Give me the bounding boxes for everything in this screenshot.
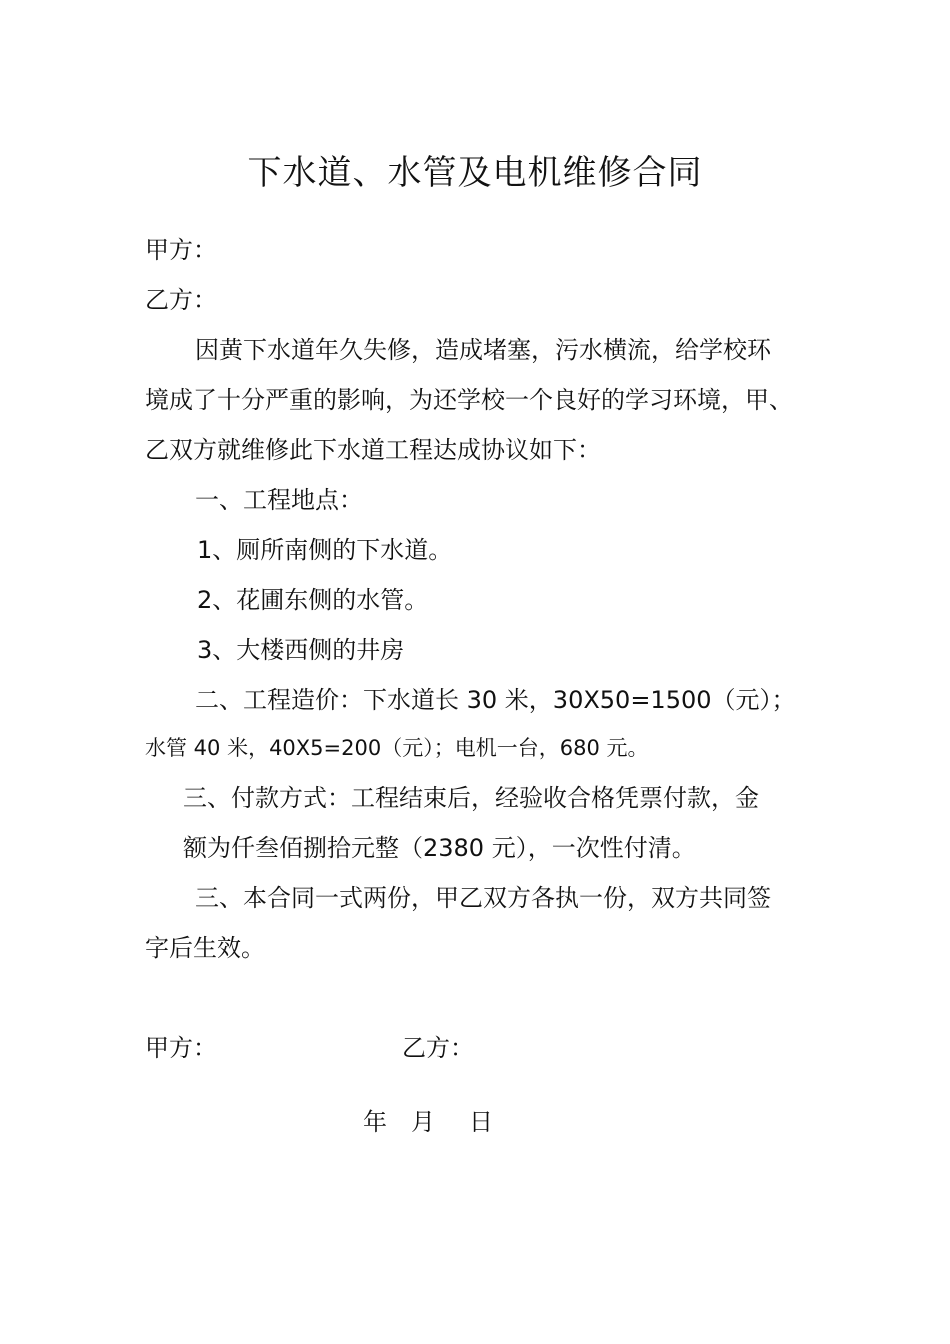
- section1-item-1: 1、厕所南侧的下水道。: [197, 536, 453, 564]
- document-title: 下水道、水管及电机维修合同: [247, 153, 703, 193]
- intro-line-2: 境成了十分严重的影响，为还学校一个良好的学习环境，甲、: [145, 386, 793, 414]
- section1-item-2: 2、花圃东侧的水管。: [197, 586, 429, 614]
- section2-line-1: 二、工程造价：下水道长 30 米，30X50=1500（元）；: [195, 686, 796, 714]
- section2-line-2: 水管 40 米，40X5=200（元）；电机一台，680 元。: [145, 736, 649, 760]
- intro-line-3: 乙双方就维修此下水道工程达成协议如下：: [145, 436, 601, 464]
- date-month: 月: [411, 1108, 435, 1136]
- signature-party-b: 乙方：: [402, 1034, 474, 1062]
- date-year: 年: [363, 1108, 387, 1136]
- intro-line-1: 因黄下水道年久失修，造成堵塞，污水横流，给学校环: [195, 336, 771, 364]
- date-day: 日: [469, 1108, 493, 1136]
- signature-party-a: 甲方：: [145, 1034, 217, 1062]
- section3-line-2: 额为仟叁佰捌拾元整（2380 元），一次性付清。: [183, 834, 696, 862]
- section3-line-1: 三、付款方式：工程结束后，经验收合格凭票付款，金: [183, 784, 759, 812]
- party-a-header: 甲方：: [145, 236, 217, 264]
- signature-date: [363, 1104, 493, 1140]
- section4-line-1: 三、本合同一式两份，甲乙双方各执一份，双方共同签: [195, 884, 771, 912]
- section1-item-3: 3、大楼西侧的井房: [197, 636, 405, 664]
- section4-line-2: 字后生效。: [145, 934, 265, 962]
- party-b-header: 乙方：: [145, 286, 217, 314]
- section1-heading: 一、工程地点：: [195, 486, 363, 514]
